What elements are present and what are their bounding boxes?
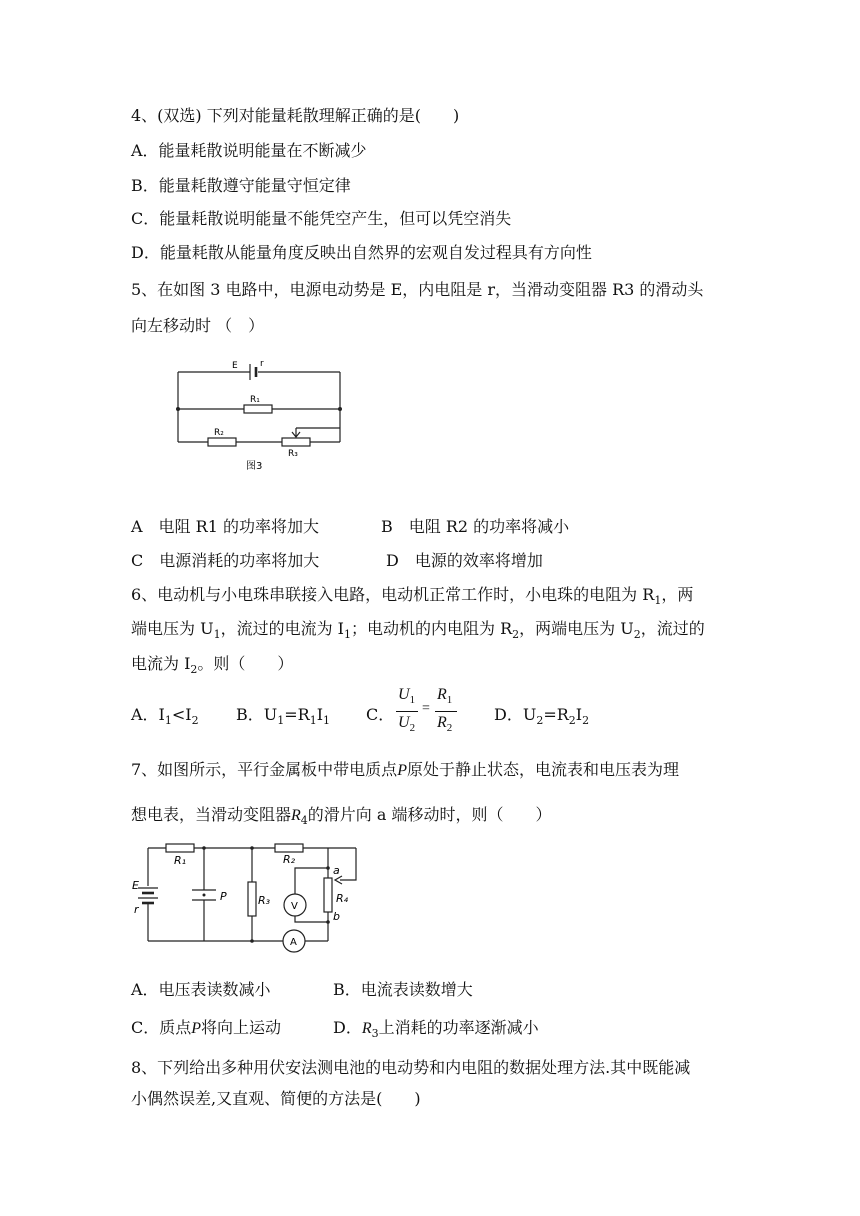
q6-stem-line2: 端电压为 $U_1$，流过的电流为 $I_1$；电动机的内电阻为 $R_2$，两端电压为 $U_2$，流过的 <box>131 619 705 642</box>
voltmeter-symbol: V <box>291 901 298 912</box>
q5-option-a: A 电阻 R1 的功率将加大 <box>131 517 319 536</box>
q6-stem-line1: 6、电动机与小电珠串联接入电路，电动机正常工作时，小电珠的电阻为 $R_1$，两 <box>131 585 694 608</box>
q5-circuit-diagram <box>170 355 350 475</box>
q7-option-d: D．$R_3$上消耗的功率逐渐减小 <box>333 1018 539 1041</box>
q6-option-d: D．$U_2=R_2I_2$ <box>494 705 590 728</box>
q5-option-c: C 电源消耗的功率将加大 <box>131 551 320 570</box>
q4-option-c: C．能量耗散说明能量不能凭空产生，但可以凭空消失 <box>131 209 512 228</box>
label-r1: R₁ <box>250 395 260 405</box>
q6-option-a: A．$I_1<I_2$ <box>131 705 199 728</box>
node-dot <box>338 407 342 411</box>
label-r4: R₄ <box>336 892 349 905</box>
label-a: a <box>333 864 340 877</box>
figure-caption: 图3 <box>246 461 263 472</box>
q6-stem-line3: 电流为 $I_2$。则（ ） <box>131 654 294 677</box>
q6-option-c-fraction: $U_1$ $U_2$ = $R_1$ $R_2$ <box>396 686 462 738</box>
q8-stem-line1: 8、下列给出多种用伏安法测电池的电动势和内电阻的数据处理方法.其中既能减 <box>131 1058 691 1077</box>
q7-stem-line1: 7、如图所示，平行金属板中带电质点P原处于静止状态，电流表和电压表为理 <box>131 760 679 779</box>
q6-option-c-label: C． <box>366 705 395 724</box>
q4-stem: 4、(双选) 下列对能量耗散理解正确的是( ) <box>131 106 460 125</box>
label-r2: R₂ <box>214 428 224 438</box>
label-e: E <box>132 879 139 892</box>
q5-stem-line2: 向左移动时 （ ） <box>131 316 265 335</box>
q7-option-b: B．电流表读数增大 <box>333 980 473 999</box>
label-r3: R₃ <box>258 894 271 907</box>
q7-option-c: C．质点P将向上运动 <box>131 1018 282 1037</box>
label-r3: R₃ <box>288 449 298 459</box>
q6-option-b: B．$U_1=R_1I_1$ <box>236 705 331 728</box>
node-dot <box>176 407 180 411</box>
label-p: P <box>220 890 227 903</box>
label-r1: R₁ <box>174 854 187 867</box>
q8-stem-line2: 小偶然误差,又直观、简便的方法是( ) <box>131 1089 421 1108</box>
q5-option-d: D 电源的效率将增加 <box>386 551 543 570</box>
q5-stem-line1: 5、在如图 3 电路中，电源电动势是 E，内电阻是 r，当滑动变阻器 R3 的滑动头 <box>131 280 704 299</box>
label-r2: R₂ <box>283 853 296 866</box>
q4-option-a: A．能量耗散说明能量在不断减少 <box>131 141 367 160</box>
ammeter-symbol: A <box>290 937 297 948</box>
q7-circuit-diagram <box>128 838 363 963</box>
label-b: b <box>333 910 340 923</box>
q7-stem-line2: 想电表，当滑动变阻器$R_4$的滑片向 a 端移动时，则（ ） <box>131 805 552 828</box>
label-r: r <box>134 903 139 916</box>
q5-option-b: B 电阻 R2 的功率将减小 <box>381 517 570 536</box>
label-e: E <box>232 361 238 371</box>
label-r: r <box>260 359 264 369</box>
q4-option-d: D．能量耗散从能量角度反映出自然界的宏观自发过程具有方向性 <box>131 243 592 262</box>
q4-option-b: B．能量耗散遵守能量守恒定律 <box>131 176 351 195</box>
q7-option-a: A．电压表读数减小 <box>131 980 271 999</box>
